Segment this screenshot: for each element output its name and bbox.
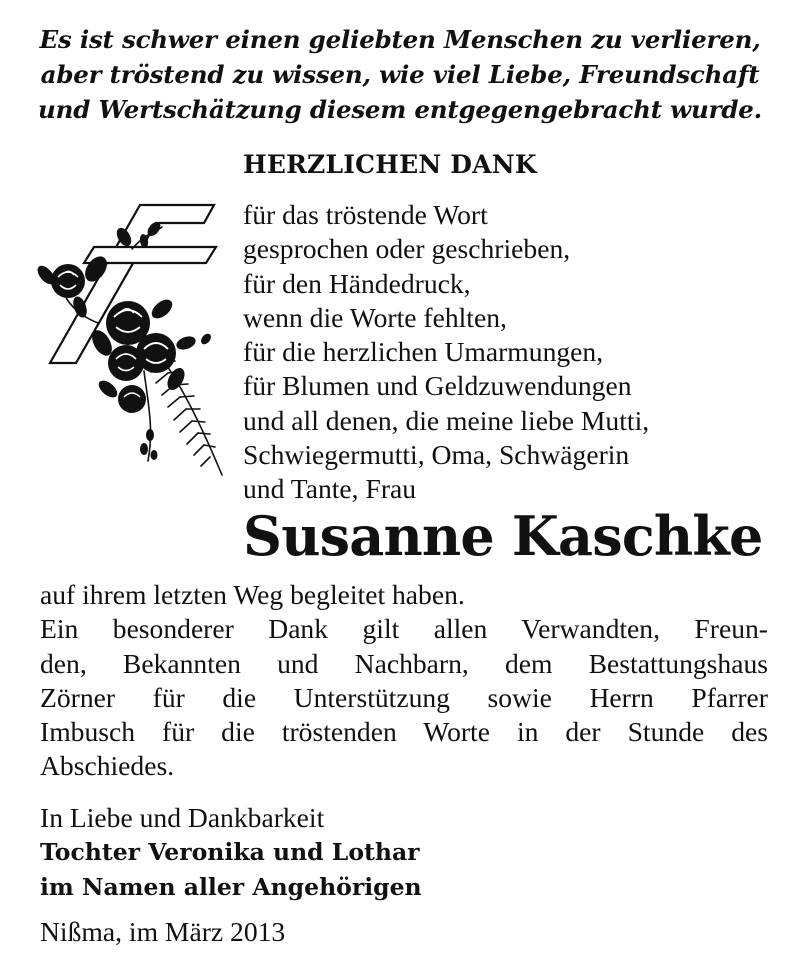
heading: HERZLICHEN DANK (243, 150, 537, 179)
thanks-line: gesprochen oder geschrieben, (243, 233, 571, 265)
thanks-line: Schwiegermutti, Oma, Schwägerin (243, 439, 630, 471)
thanks-list (243, 198, 649, 507)
deceased-name: Susanne Kaschke (243, 504, 763, 568)
thanks-line: und Tante, Frau (243, 473, 417, 505)
signer-names: Tochter Veronika und Lothar (40, 838, 420, 866)
place-date: Nißma, im März 2013 (40, 916, 286, 947)
cross-with-roses-icon (36, 203, 226, 487)
body-line: Ein besonderer Dank gilt allen Verwandten, Freun- (40, 613, 768, 645)
body-line: Imbusch für die tröstenden Worte in der Stunde des (40, 716, 768, 748)
motto-line: und Wertschätzung diesem entgegengebracht wurde. (37, 95, 763, 124)
body-line: den, Bekannten und Nachbarn, dem Bestattungshaus (40, 647, 768, 679)
signature (40, 800, 422, 905)
motto (20, 22, 780, 127)
body-text (40, 578, 768, 784)
thanks-line: für das tröstende Wort (243, 199, 488, 230)
body-line: auf ihrem letzten Weg begleitet haben. (40, 579, 465, 610)
thanks-line: für die herzlichen Umarmungen, (243, 336, 604, 368)
signer-family: im Namen aller Angehörigen (40, 873, 422, 901)
closing-line: In Liebe und Dankbarkeit (40, 802, 325, 833)
thanks-line: für Blumen und Geldzuwendungen (243, 370, 632, 402)
thanks-line: für den Händedruck, (243, 267, 471, 299)
thanks-line: und all denen, die meine liebe Mutti, (243, 404, 650, 436)
thanks-line: wenn die Worte fehlten, (243, 301, 507, 333)
body-line: Zörner für die Unterstützung sowie Herrn Pfarrer (40, 681, 768, 713)
motto-line: aber tröstend zu wissen, wie viel Liebe, Freundschaft (40, 60, 760, 89)
body-line: Abschiedes. (40, 750, 175, 782)
motto-line: Es ist schwer einen geliebten Menschen zu verlieren, (39, 25, 761, 54)
